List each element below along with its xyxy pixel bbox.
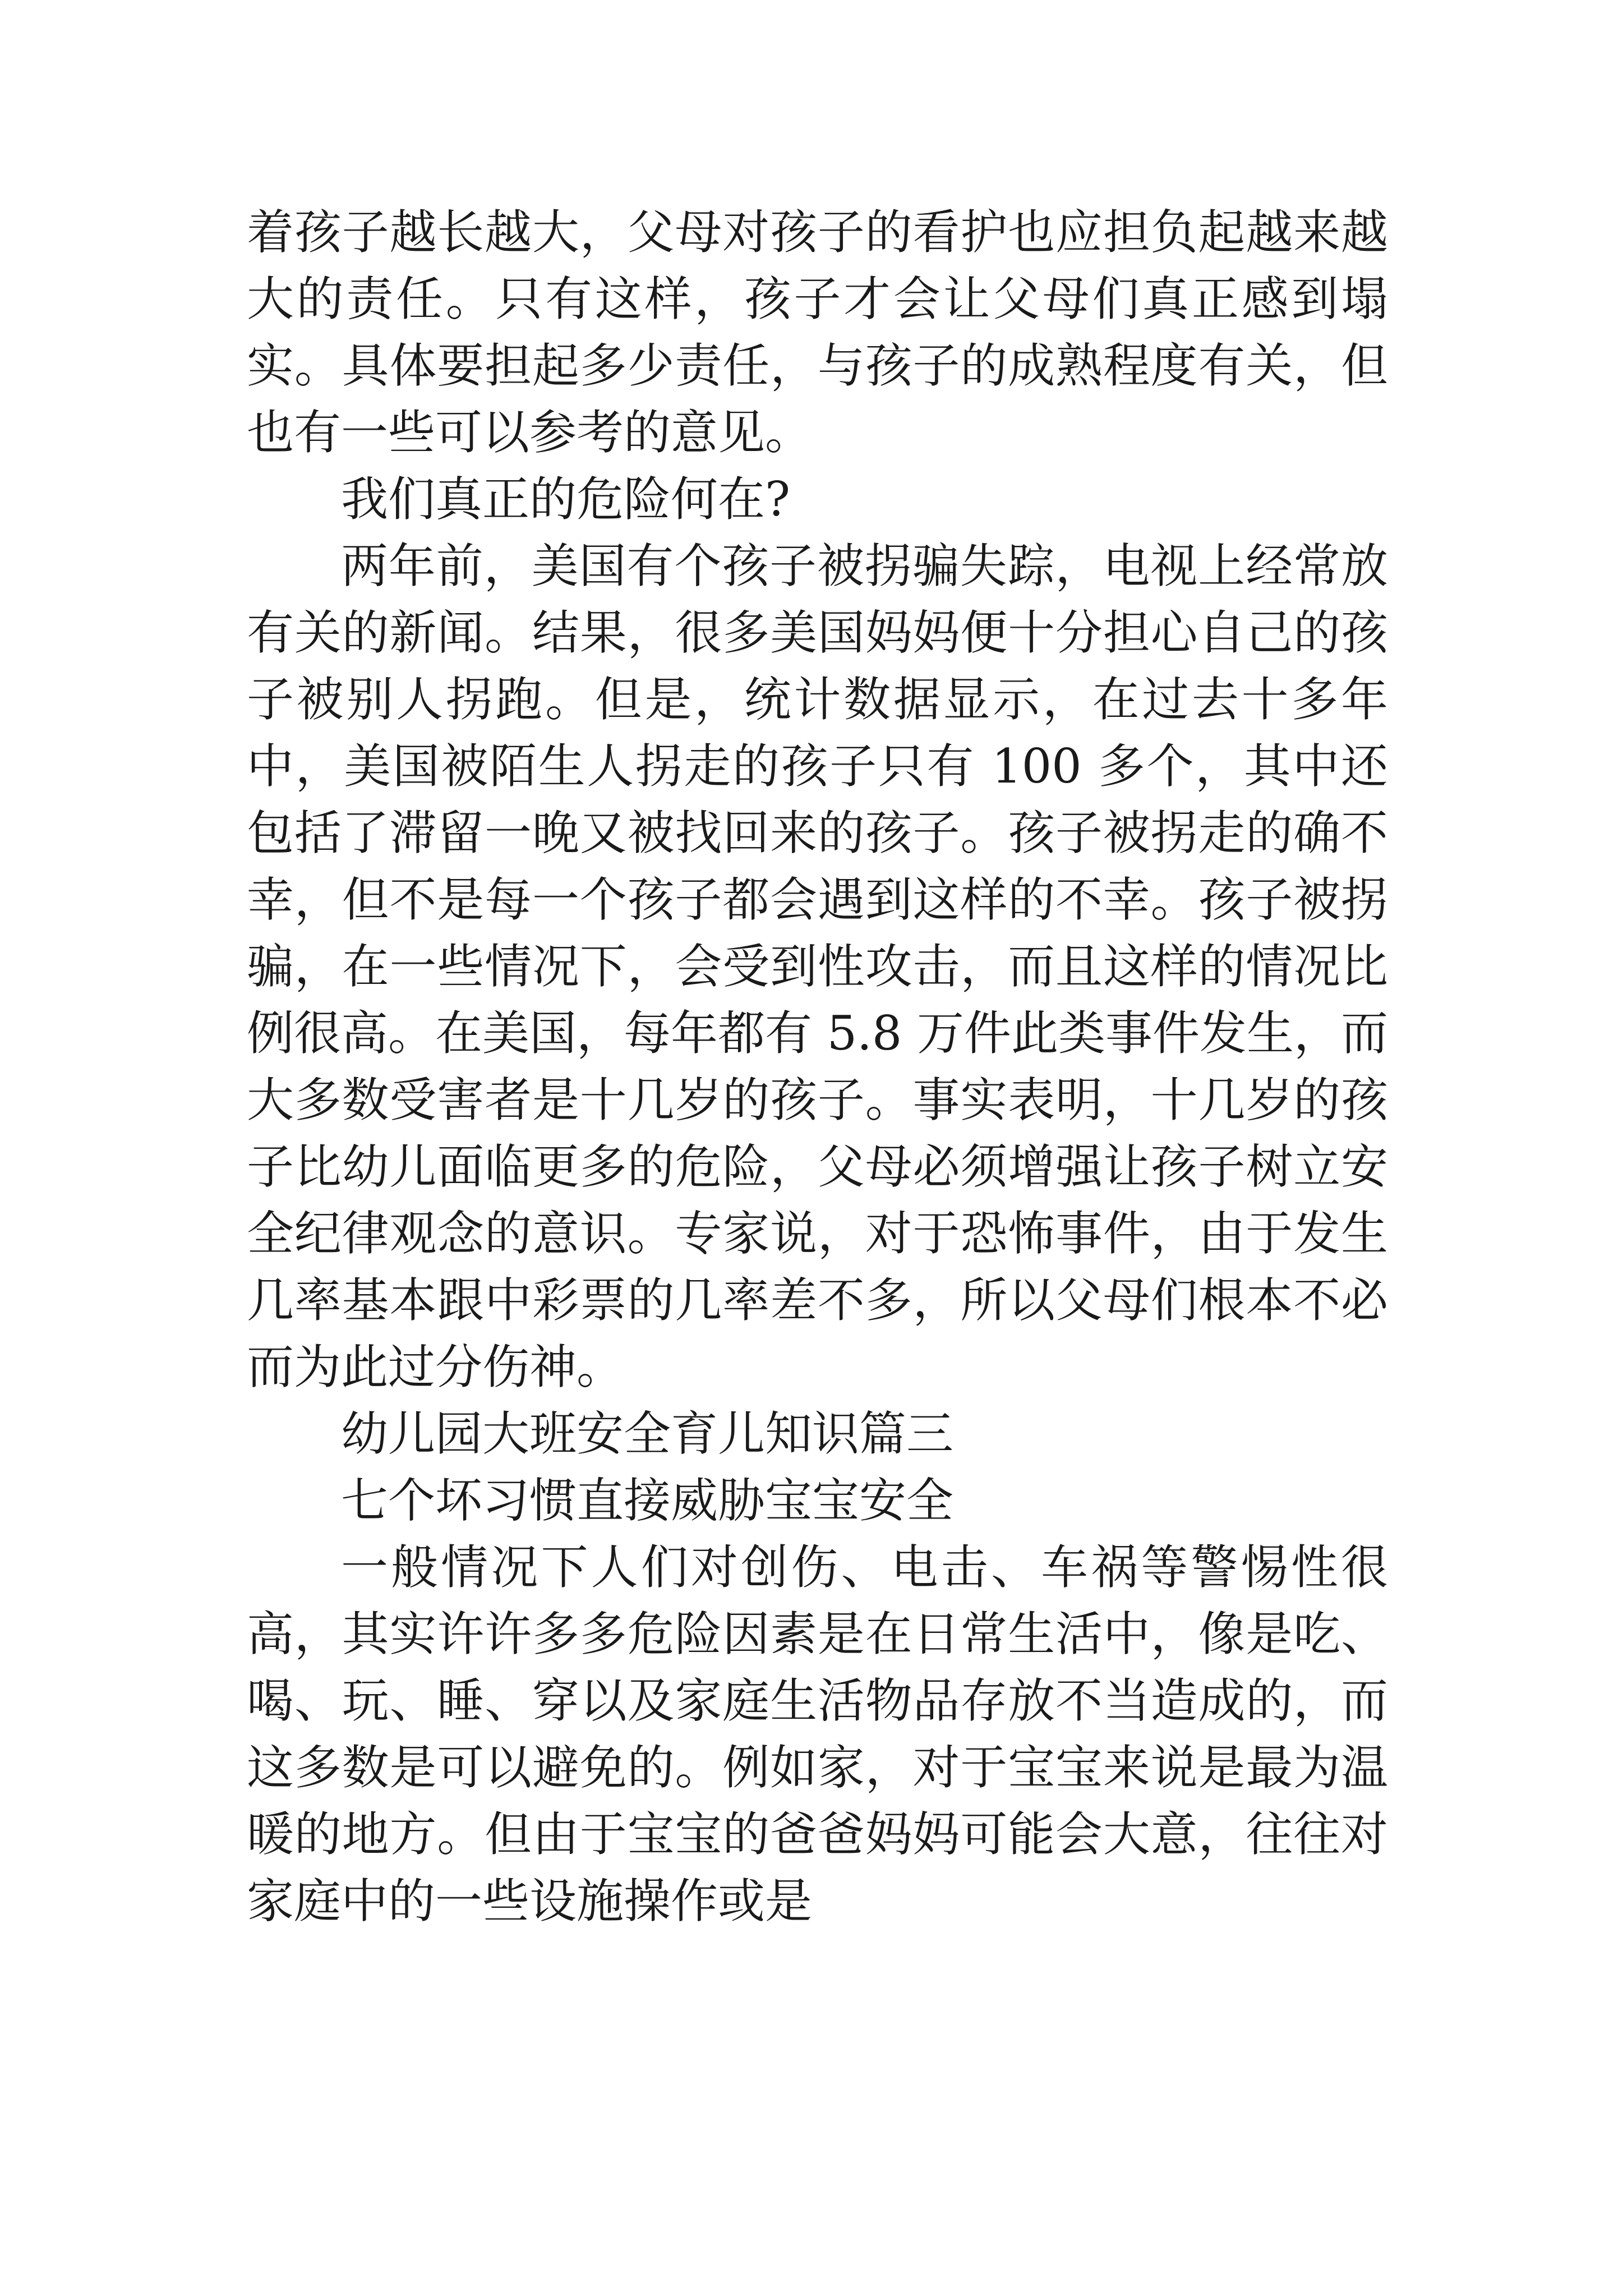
document-body — [247, 199, 1388, 1935]
section-heading-danger: 我们真正的危险何在? — [341, 472, 791, 527]
paragraph-abduction-statistics: 两年前，美国有个孩子被拐骗失踪，电视上经常放有关的新闻。结果，很多美国妈妈便十分担心自己的孩子被别人拐跑。但是，统计数据显示，在过去十多年中，美国被陌生人拐走的孩子只有 100 多个，其中还包括了滞留一晚又被找回来的孩子。孩子被拐走的确不幸，但不是每一个孩子都会遇到这样的不幸。孩子被拐骗，在一些情况下，会受到性攻击，而且这样的情况比例很高。在美国，每年都有 5.8 万件此类事件发生，而大多数受害者是十几岁的孩子。事实表明，十几岁的孩子比幼儿面临更多的危险，父母必须增强让孩子树立安全纪律观念的意识。专家说，对于恐怖事件，由于发生几率基本跟中彩票的几率差不多，所以父母们根本不必而为此过分伤神。 — [247, 539, 1388, 1395]
section-heading-bad-habits: 七个坏习惯直接威胁宝宝安全 — [341, 1473, 954, 1528]
paragraph-home-safety: 一般情况下人们对创伤、电击、车祸等警惕性很高，其实许许多多危险因素是在日常生活中，像是吃、喝、玩、睡、穿以及家庭生活物品存放不当造成的，而这多数是可以避免的。例如家，对于宝宝来说是最为温暖的地方。但由于宝宝的爸爸妈妈可能会大意，往往对家庭中的一些设施操作或是 — [247, 1540, 1388, 1929]
chapter-title: 幼儿园大班安全育儿知识篇三 — [341, 1406, 954, 1461]
paragraph-continuation: 着孩子越长越大，父母对孩子的看护也应担负起越来越大的责任。只有这样，孩子才会让父母们真正感到塌实。具体要担起多少责任，与孩子的成熟程度有关，但也有一些可以参考的意见。 — [247, 205, 1388, 460]
